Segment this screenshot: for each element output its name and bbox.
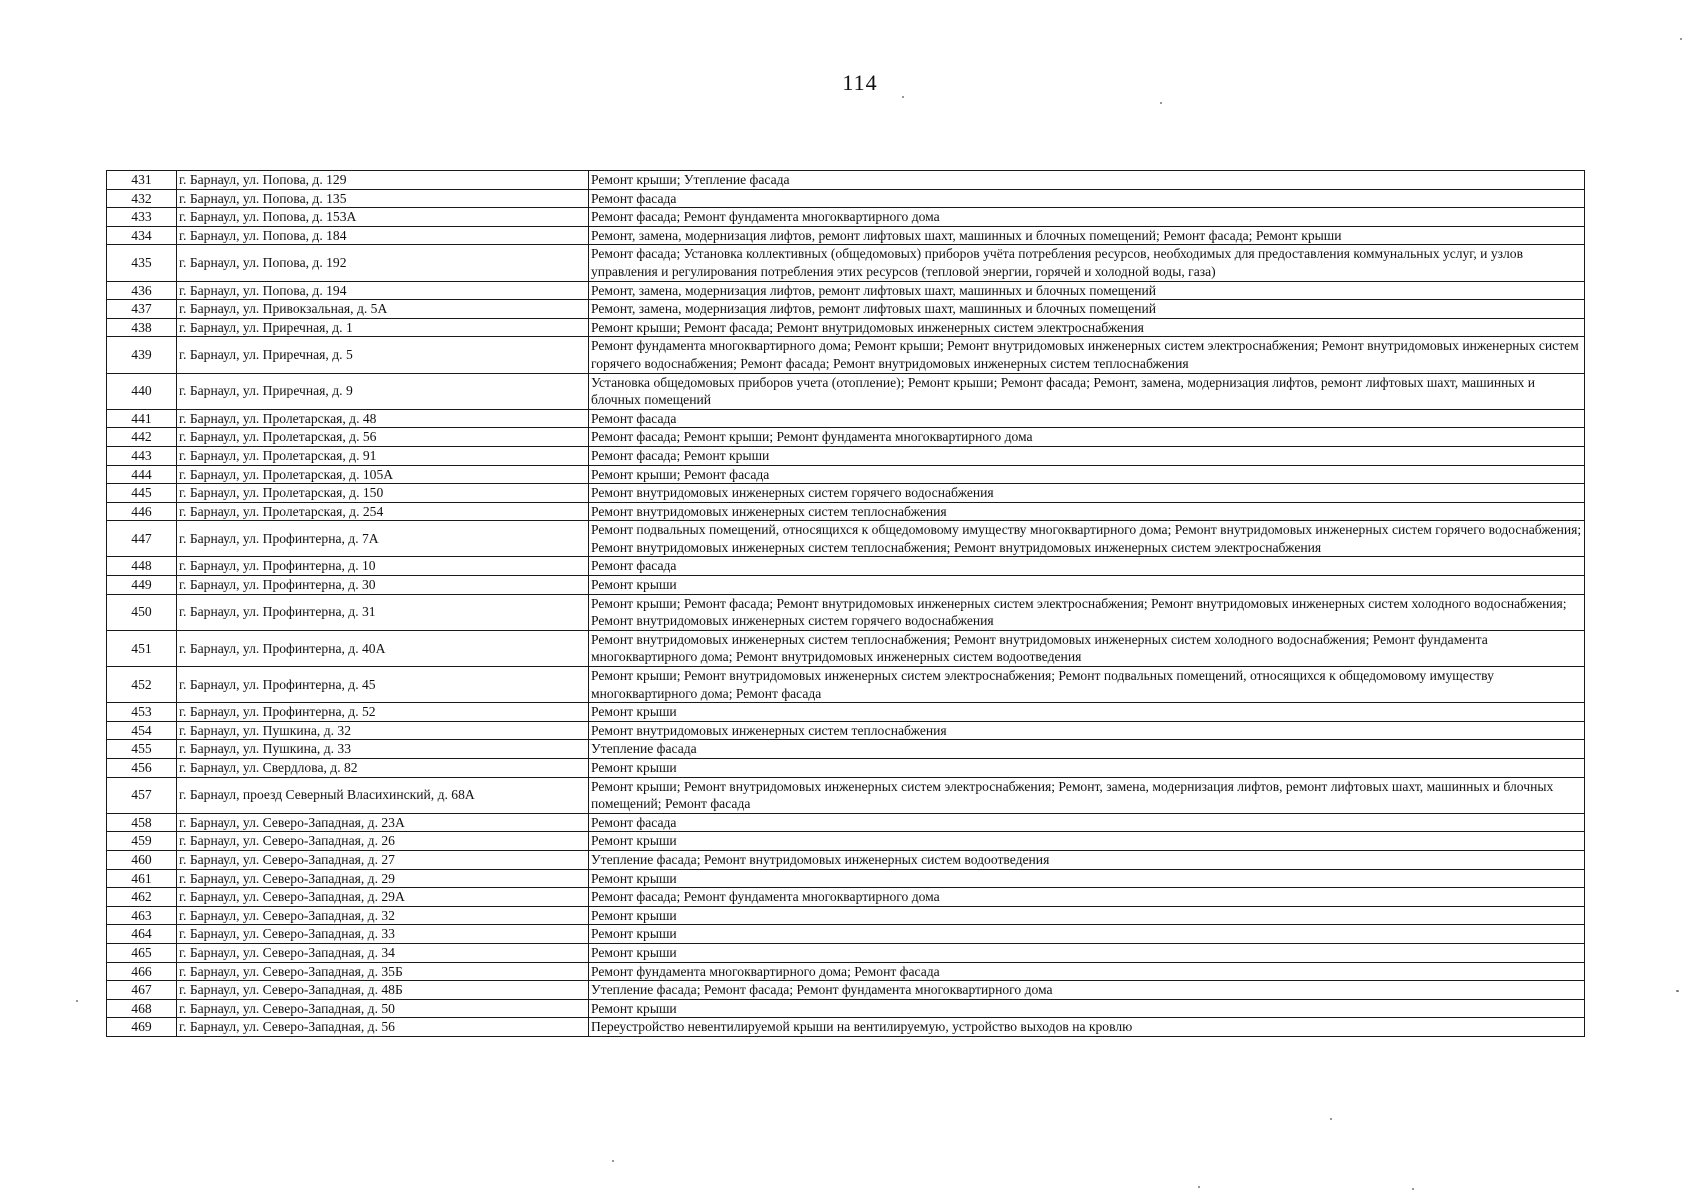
works-cell: Ремонт, замена, модернизация лифтов, ремонт лифтовых шахт, машинных и блочных помещений <box>589 281 1585 300</box>
table-row <box>107 777 1585 813</box>
table-row <box>107 740 1585 759</box>
table-row <box>107 318 1585 337</box>
row-number-cell: 435 <box>107 245 177 281</box>
table-row <box>107 869 1585 888</box>
address-cell: г. Барнаул, ул. Приречная, д. 9 <box>177 373 589 409</box>
row-number-cell: 452 <box>107 667 177 703</box>
address-cell: г. Барнаул, ул. Попова, д. 192 <box>177 245 589 281</box>
works-cell: Ремонт фасада <box>589 189 1585 208</box>
works-cell: Установка общедомовых приборов учета (отопление); Ремонт крыши; Ремонт фасада; Ремонт, замена, модернизация лифтов, ремонт лифтовых шахт, машинных и блочных помещений <box>589 373 1585 409</box>
table-row <box>107 576 1585 595</box>
address-cell: г. Барнаул, ул. Северо-Западная, д. 56 <box>177 1018 589 1037</box>
table-row <box>107 521 1585 557</box>
row-number-cell: 466 <box>107 962 177 981</box>
works-cell: Ремонт фасада; Ремонт фундамента многоквартирного дома <box>589 208 1585 227</box>
row-number-cell: 448 <box>107 557 177 576</box>
row-number-cell: 460 <box>107 850 177 869</box>
address-cell: г. Барнаул, проезд Северный Власихинский, д. 68А <box>177 777 589 813</box>
works-cell: Утепление фасада; Ремонт внутридомовых инженерных систем водоотведения <box>589 850 1585 869</box>
scan-speck <box>1198 1186 1200 1188</box>
address-cell: г. Барнаул, ул. Пролетарская, д. 56 <box>177 428 589 447</box>
address-cell: г. Барнаул, ул. Пролетарская, д. 48 <box>177 409 589 428</box>
address-cell: г. Барнаул, ул. Северо-Западная, д. 50 <box>177 999 589 1018</box>
address-cell: г. Барнаул, ул. Попова, д. 135 <box>177 189 589 208</box>
scan-speck <box>1676 990 1679 992</box>
table-row <box>107 721 1585 740</box>
address-cell: г. Барнаул, ул. Пушкина, д. 33 <box>177 740 589 759</box>
address-cell: г. Барнаул, ул. Приречная, д. 1 <box>177 318 589 337</box>
works-cell: Ремонт, замена, модернизация лифтов, ремонт лифтовых шахт, машинных и блочных помещений; Ремонт фасада; Ремонт крыши <box>589 226 1585 245</box>
table-row <box>107 630 1585 666</box>
address-cell: г. Барнаул, ул. Северо-Западная, д. 32 <box>177 906 589 925</box>
row-number-cell: 436 <box>107 281 177 300</box>
works-cell: Переустройство невентилируемой крыши на вентилируемую, устройство выходов на кровлю <box>589 1018 1585 1037</box>
works-cell: Ремонт крыши; Утепление фасада <box>589 171 1585 190</box>
address-cell: г. Барнаул, ул. Северо-Западная, д. 26 <box>177 832 589 851</box>
address-cell: г. Барнаул, ул. Пролетарская, д. 150 <box>177 484 589 503</box>
row-number-cell: 432 <box>107 189 177 208</box>
address-cell: г. Барнаул, ул. Северо-Западная, д. 27 <box>177 850 589 869</box>
address-cell: г. Барнаул, ул. Пролетарская, д. 105А <box>177 465 589 484</box>
address-cell: г. Барнаул, ул. Попова, д. 194 <box>177 281 589 300</box>
address-cell: г. Барнаул, ул. Профинтерна, д. 10 <box>177 557 589 576</box>
table-row <box>107 1018 1585 1037</box>
repair-registry-table <box>106 170 1585 1037</box>
works-cell: Ремонт фасада <box>589 813 1585 832</box>
row-number-cell: 442 <box>107 428 177 447</box>
page-number: 114 <box>842 70 878 95</box>
table-row <box>107 409 1585 428</box>
table-row <box>107 925 1585 944</box>
table-row <box>107 208 1585 227</box>
row-number-cell: 431 <box>107 171 177 190</box>
address-cell: г. Барнаул, ул. Северо-Западная, д. 23А <box>177 813 589 832</box>
table-row <box>107 171 1585 190</box>
registry-body <box>107 171 1585 1037</box>
table-row <box>107 373 1585 409</box>
table-row <box>107 813 1585 832</box>
works-cell: Ремонт фасада; Установка коллективных (общедомовых) приборов учёта потребления ресурсов, необходимых для предоставления коммунальных услуг, и узлов управления и регулирования потребления этих ресурсов (тепловой энергии, горячей и холодной воды, газа) <box>589 245 1585 281</box>
address-cell: г. Барнаул, ул. Профинтерна, д. 52 <box>177 703 589 722</box>
row-number-cell: 446 <box>107 502 177 521</box>
scan-speck <box>1330 1118 1332 1120</box>
row-number-cell: 440 <box>107 373 177 409</box>
table-row <box>107 281 1585 300</box>
works-cell: Ремонт внутридомовых инженерных систем теплоснабжения <box>589 502 1585 521</box>
table-row <box>107 557 1585 576</box>
works-cell: Ремонт крыши <box>589 832 1585 851</box>
row-number-cell: 465 <box>107 943 177 962</box>
table-row <box>107 446 1585 465</box>
works-cell: Ремонт крыши; Ремонт фасада; Ремонт внутридомовых инженерных систем электроснабжения <box>589 318 1585 337</box>
table-row <box>107 502 1585 521</box>
address-cell: г. Барнаул, ул. Профинтерна, д. 30 <box>177 576 589 595</box>
address-cell: г. Барнаул, ул. Попова, д. 153А <box>177 208 589 227</box>
address-cell: г. Барнаул, ул. Пролетарская, д. 91 <box>177 446 589 465</box>
row-number-cell: 455 <box>107 740 177 759</box>
works-cell: Утепление фасада <box>589 740 1585 759</box>
address-cell: г. Барнаул, ул. Пушкина, д. 32 <box>177 721 589 740</box>
scan-speck <box>612 1160 614 1162</box>
address-cell: г. Барнаул, ул. Северо-Западная, д. 29 <box>177 869 589 888</box>
works-cell: Ремонт фасада; Ремонт крыши; Ремонт фундамента многоквартирного дома <box>589 428 1585 447</box>
row-number-cell: 433 <box>107 208 177 227</box>
works-cell: Ремонт фасада; Ремонт крыши <box>589 446 1585 465</box>
row-number-cell: 456 <box>107 759 177 778</box>
works-cell: Ремонт фасада; Ремонт фундамента многоквартирного дома <box>589 888 1585 907</box>
table-row <box>107 888 1585 907</box>
table-row <box>107 832 1585 851</box>
works-cell: Ремонт, замена, модернизация лифтов, ремонт лифтовых шахт, машинных и блочных помещений <box>589 300 1585 319</box>
table-row <box>107 189 1585 208</box>
row-number-cell: 453 <box>107 703 177 722</box>
table-row <box>107 428 1585 447</box>
address-cell: г. Барнаул, ул. Профинтерна, д. 40А <box>177 630 589 666</box>
works-cell: Ремонт крыши; Ремонт внутридомовых инженерных систем электроснабжения; Ремонт подвальных помещений, относящихся к общедомовому имуществу многоквартирного дома; Ремонт фасада <box>589 667 1585 703</box>
works-cell: Ремонт крыши <box>589 925 1585 944</box>
address-cell: г. Барнаул, ул. Профинтерна, д. 7А <box>177 521 589 557</box>
scan-speck <box>76 1000 78 1002</box>
address-cell: г. Барнаул, ул. Профинтерна, д. 45 <box>177 667 589 703</box>
address-cell: г. Барнаул, ул. Попова, д. 129 <box>177 171 589 190</box>
row-number-cell: 439 <box>107 337 177 373</box>
address-cell: г. Барнаул, ул. Пролетарская, д. 254 <box>177 502 589 521</box>
row-number-cell: 454 <box>107 721 177 740</box>
table-row <box>107 850 1585 869</box>
row-number-cell: 447 <box>107 521 177 557</box>
address-cell: г. Барнаул, ул. Северо-Западная, д. 35Б <box>177 962 589 981</box>
row-number-cell: 444 <box>107 465 177 484</box>
address-cell: г. Барнаул, ул. Попова, д. 184 <box>177 226 589 245</box>
works-cell: Ремонт внутридомовых инженерных систем теплоснабжения; Ремонт внутридомовых инженерных систем холодного водоснабжения; Ремонт фундамента многоквартирного дома; Ремонт внутридомовых инженерных систем водоотведения <box>589 630 1585 666</box>
works-cell: Ремонт крыши; Ремонт фасада; Ремонт внутридомовых инженерных систем электроснабжения; Ремонт внутридомовых инженерных систем холодного водоснабжения; Ремонт внутридомовых инженерных систем горячего водоснабжения <box>589 594 1585 630</box>
row-number-cell: 462 <box>107 888 177 907</box>
table-row <box>107 943 1585 962</box>
row-number-cell: 457 <box>107 777 177 813</box>
works-cell: Ремонт внутридомовых инженерных систем горячего водоснабжения <box>589 484 1585 503</box>
scan-speck <box>1680 38 1682 40</box>
row-number-cell: 469 <box>107 1018 177 1037</box>
works-cell: Ремонт крыши <box>589 703 1585 722</box>
row-number-cell: 438 <box>107 318 177 337</box>
scan-speck <box>1160 102 1162 104</box>
row-number-cell: 445 <box>107 484 177 503</box>
address-cell: г. Барнаул, ул. Свердлова, д. 82 <box>177 759 589 778</box>
row-number-cell: 468 <box>107 999 177 1018</box>
table-row <box>107 226 1585 245</box>
works-cell: Ремонт крыши <box>589 943 1585 962</box>
table-row <box>107 300 1585 319</box>
table-row <box>107 245 1585 281</box>
row-number-cell: 451 <box>107 630 177 666</box>
works-cell: Утепление фасада; Ремонт фасада; Ремонт фундамента многоквартирного дома <box>589 981 1585 1000</box>
table-row <box>107 703 1585 722</box>
row-number-cell: 463 <box>107 906 177 925</box>
row-number-cell: 461 <box>107 869 177 888</box>
row-number-cell: 458 <box>107 813 177 832</box>
row-number-cell: 450 <box>107 594 177 630</box>
table-row <box>107 981 1585 1000</box>
address-cell: г. Барнаул, ул. Северо-Западная, д. 34 <box>177 943 589 962</box>
works-cell: Ремонт крыши <box>589 759 1585 778</box>
row-number-cell: 449 <box>107 576 177 595</box>
works-cell: Ремонт крыши <box>589 999 1585 1018</box>
scan-speck <box>902 96 904 98</box>
table-row <box>107 962 1585 981</box>
table-row <box>107 906 1585 925</box>
works-cell: Ремонт крыши <box>589 869 1585 888</box>
table-row <box>107 594 1585 630</box>
table-row <box>107 759 1585 778</box>
table-row <box>107 484 1585 503</box>
address-cell: г. Барнаул, ул. Северо-Западная, д. 48Б <box>177 981 589 1000</box>
works-cell: Ремонт крыши <box>589 576 1585 595</box>
works-cell: Ремонт фундамента многоквартирного дома; Ремонт крыши; Ремонт внутридомовых инженерных систем электроснабжения; Ремонт внутридомовых инженерных систем горячего водоснабжения; Ремонт фасада; Ремонт внутридомовых инженерных систем теплоснабжения <box>589 337 1585 373</box>
table-row <box>107 667 1585 703</box>
row-number-cell: 434 <box>107 226 177 245</box>
works-cell: Ремонт крыши; Ремонт фасада <box>589 465 1585 484</box>
row-number-cell: 459 <box>107 832 177 851</box>
works-cell: Ремонт внутридомовых инженерных систем теплоснабжения <box>589 721 1585 740</box>
table-row <box>107 999 1585 1018</box>
row-number-cell: 441 <box>107 409 177 428</box>
address-cell: г. Барнаул, ул. Северо-Западная, д. 29А <box>177 888 589 907</box>
address-cell: г. Барнаул, ул. Приречная, д. 5 <box>177 337 589 373</box>
scan-speck <box>1412 1188 1414 1190</box>
table-row <box>107 337 1585 373</box>
works-cell: Ремонт крыши; Ремонт внутридомовых инженерных систем электроснабжения; Ремонт, замена, модернизация лифтов, ремонт лифтовых шахт, машинных и блочных помещений; Ремонт фасада <box>589 777 1585 813</box>
address-cell: г. Барнаул, ул. Северо-Западная, д. 33 <box>177 925 589 944</box>
works-cell: Ремонт фасада <box>589 409 1585 428</box>
row-number-cell: 467 <box>107 981 177 1000</box>
works-cell: Ремонт крыши <box>589 906 1585 925</box>
address-cell: г. Барнаул, ул. Привокзальная, д. 5А <box>177 300 589 319</box>
address-cell: г. Барнаул, ул. Профинтерна, д. 31 <box>177 594 589 630</box>
row-number-cell: 464 <box>107 925 177 944</box>
works-cell: Ремонт фасада <box>589 557 1585 576</box>
works-cell: Ремонт подвальных помещений, относящихся к общедомовому имуществу многоквартирного дома; Ремонт внутридомовых инженерных систем горячего водоснабжения; Ремонт внутридомовых инженерных систем теплоснабжения; Ремонт внутридомовых инженерных систем электроснабжения <box>589 521 1585 557</box>
row-number-cell: 437 <box>107 300 177 319</box>
table-row <box>107 465 1585 484</box>
works-cell: Ремонт фундамента многоквартирного дома; Ремонт фасада <box>589 962 1585 981</box>
row-number-cell: 443 <box>107 446 177 465</box>
